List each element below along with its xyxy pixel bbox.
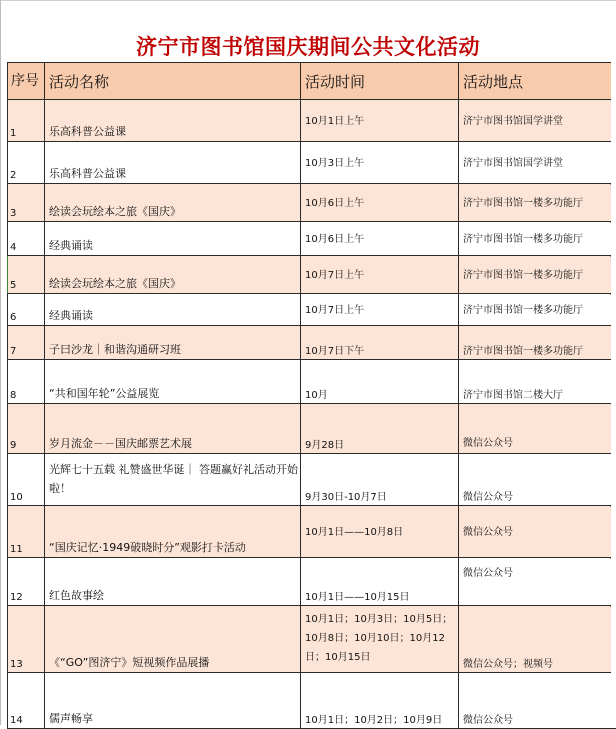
row-num[interactable]: 14	[8, 673, 45, 729]
row-time[interactable]: 10月	[301, 360, 459, 404]
row-name[interactable]: 红色故事绘	[45, 558, 301, 606]
row-location[interactable]	[459, 506, 616, 558]
row-name[interactable]: 乐高科普公益课	[45, 142, 301, 184]
table-row	[8, 673, 616, 729]
table-row	[8, 360, 616, 404]
row-location[interactable]: 微信公众号	[459, 404, 616, 454]
row-num[interactable]: 2	[8, 142, 45, 184]
table-row	[8, 454, 616, 506]
row-num[interactable]: 5	[8, 256, 45, 294]
row-name[interactable]: “共和国年轮”公益展览	[45, 360, 301, 404]
row-location-text: 微信公众号	[463, 527, 513, 538]
row-name[interactable]: 绘读会玩绘本之旅《国庆》	[45, 256, 301, 294]
row-name[interactable]: “国庆记忆·1949破晓时分”观影打卡活动	[45, 506, 301, 558]
row-location[interactable]	[459, 184, 616, 222]
row-time[interactable]: 10月7日上午	[301, 294, 459, 326]
header-time[interactable]: 活动时间	[301, 63, 459, 100]
row-location-text: 济宁市图书馆一楼多功能厅	[463, 198, 583, 209]
row-time[interactable]: 9月28日	[301, 404, 459, 454]
table-row	[8, 142, 616, 184]
sheet-left-border	[0, 0, 1, 725]
row-num[interactable]: 3	[8, 184, 45, 222]
row-num[interactable]: 6	[8, 294, 45, 326]
table-row	[8, 184, 616, 222]
table-row	[8, 256, 616, 294]
row-time[interactable]: 10月7日上午	[301, 256, 459, 294]
row-location[interactable]	[459, 222, 616, 256]
row-location[interactable]: 济宁市图书馆一楼多功能厅	[459, 326, 616, 360]
row-name[interactable]: 子曰沙龙｜和谐沟通研习班	[45, 326, 301, 360]
row-location[interactable]: 微信公众号	[459, 454, 616, 506]
row-time[interactable]: 10月1日上午	[301, 100, 459, 142]
table-row	[8, 558, 616, 606]
row-name[interactable]: 绘读会玩绘本之旅《国庆》	[45, 184, 301, 222]
table-row	[8, 404, 616, 454]
row-name[interactable]: 光辉七十五载 礼赞盛世华诞｜ 答题赢好礼活动开始啦！	[45, 454, 301, 506]
row-location-text: 济宁市图书馆一楼多功能厅	[463, 305, 583, 316]
row-location[interactable]: 济宁市图书馆国学讲堂	[459, 142, 616, 184]
row-location[interactable]	[459, 294, 616, 326]
row-location[interactable]: 微信公众号	[459, 673, 616, 729]
row-num[interactable]: 1	[8, 100, 45, 142]
row-num[interactable]: 12	[8, 558, 45, 606]
header-location[interactable]: 活动地点	[459, 63, 616, 100]
sheet-top-border	[0, 0, 616, 1]
row-location[interactable]	[459, 558, 616, 606]
header-seq[interactable]: 序号	[8, 63, 45, 100]
row-name[interactable]: 《“GO”图济宁》短视频作品展播	[45, 606, 301, 673]
activity-table	[7, 62, 616, 729]
row-num[interactable]: 7	[8, 326, 45, 360]
row-time[interactable]: 10月6日上午	[301, 184, 459, 222]
row-time[interactable]: 9月30日-10月7日	[301, 454, 459, 506]
row-name[interactable]: 经典诵读	[45, 294, 301, 326]
row-name[interactable]: 岁月流金－－国庆邮票艺术展	[45, 404, 301, 454]
table-row	[8, 506, 616, 558]
row-num[interactable]: 8	[8, 360, 45, 404]
row-time[interactable]: 10月3日上午	[301, 142, 459, 184]
row-time[interactable]: 10月1日——10月8日	[301, 506, 459, 558]
table-row	[8, 222, 616, 256]
page-title: 济宁市图书馆国庆期间公共文化活动	[0, 30, 616, 64]
row-num[interactable]: 11	[8, 506, 45, 558]
row-time[interactable]: 10月1日——10月15日	[301, 558, 459, 606]
table-header-row	[8, 63, 616, 100]
row-location[interactable]	[459, 606, 616, 673]
row-location-text: 微信公众号	[463, 568, 513, 579]
row-location[interactable]: 济宁市图书馆二楼大厅	[459, 360, 616, 404]
row-num[interactable]: 4	[8, 222, 45, 256]
sheet-right-margin	[611, 62, 616, 725]
row-name[interactable]: 乐高科普公益课	[45, 100, 301, 142]
table-row	[8, 294, 616, 326]
row-location[interactable]: 济宁市图书馆国学讲堂	[459, 100, 616, 142]
row-location[interactable]	[459, 256, 616, 294]
row-time[interactable]: 10月1日；10月2日；10月9日	[301, 673, 459, 729]
row-num[interactable]: 9	[8, 404, 45, 454]
row-location-text: 微信公众号；视频号	[463, 659, 553, 670]
table-row	[8, 326, 616, 360]
row-time[interactable]: 10月1日；10月3日；10月5日；10月8日；10月10日；10月12日；10月15日	[301, 606, 459, 673]
row-location-text: 济宁市图书馆一楼多功能厅	[463, 234, 583, 245]
row-num[interactable]: 10	[8, 454, 45, 506]
row-time[interactable]: 10月7日下午	[301, 326, 459, 360]
row-location-text: 济宁市图书馆一楼多功能厅	[463, 270, 583, 281]
table-row	[8, 606, 616, 673]
row-name[interactable]: 儒声畅享	[45, 673, 301, 729]
table-row	[8, 100, 616, 142]
row-time[interactable]: 10月6日上午	[301, 222, 459, 256]
row-num[interactable]: 13	[8, 606, 45, 673]
row-name[interactable]: 经典诵读	[45, 222, 301, 256]
header-name[interactable]: 活动名称	[45, 63, 301, 100]
